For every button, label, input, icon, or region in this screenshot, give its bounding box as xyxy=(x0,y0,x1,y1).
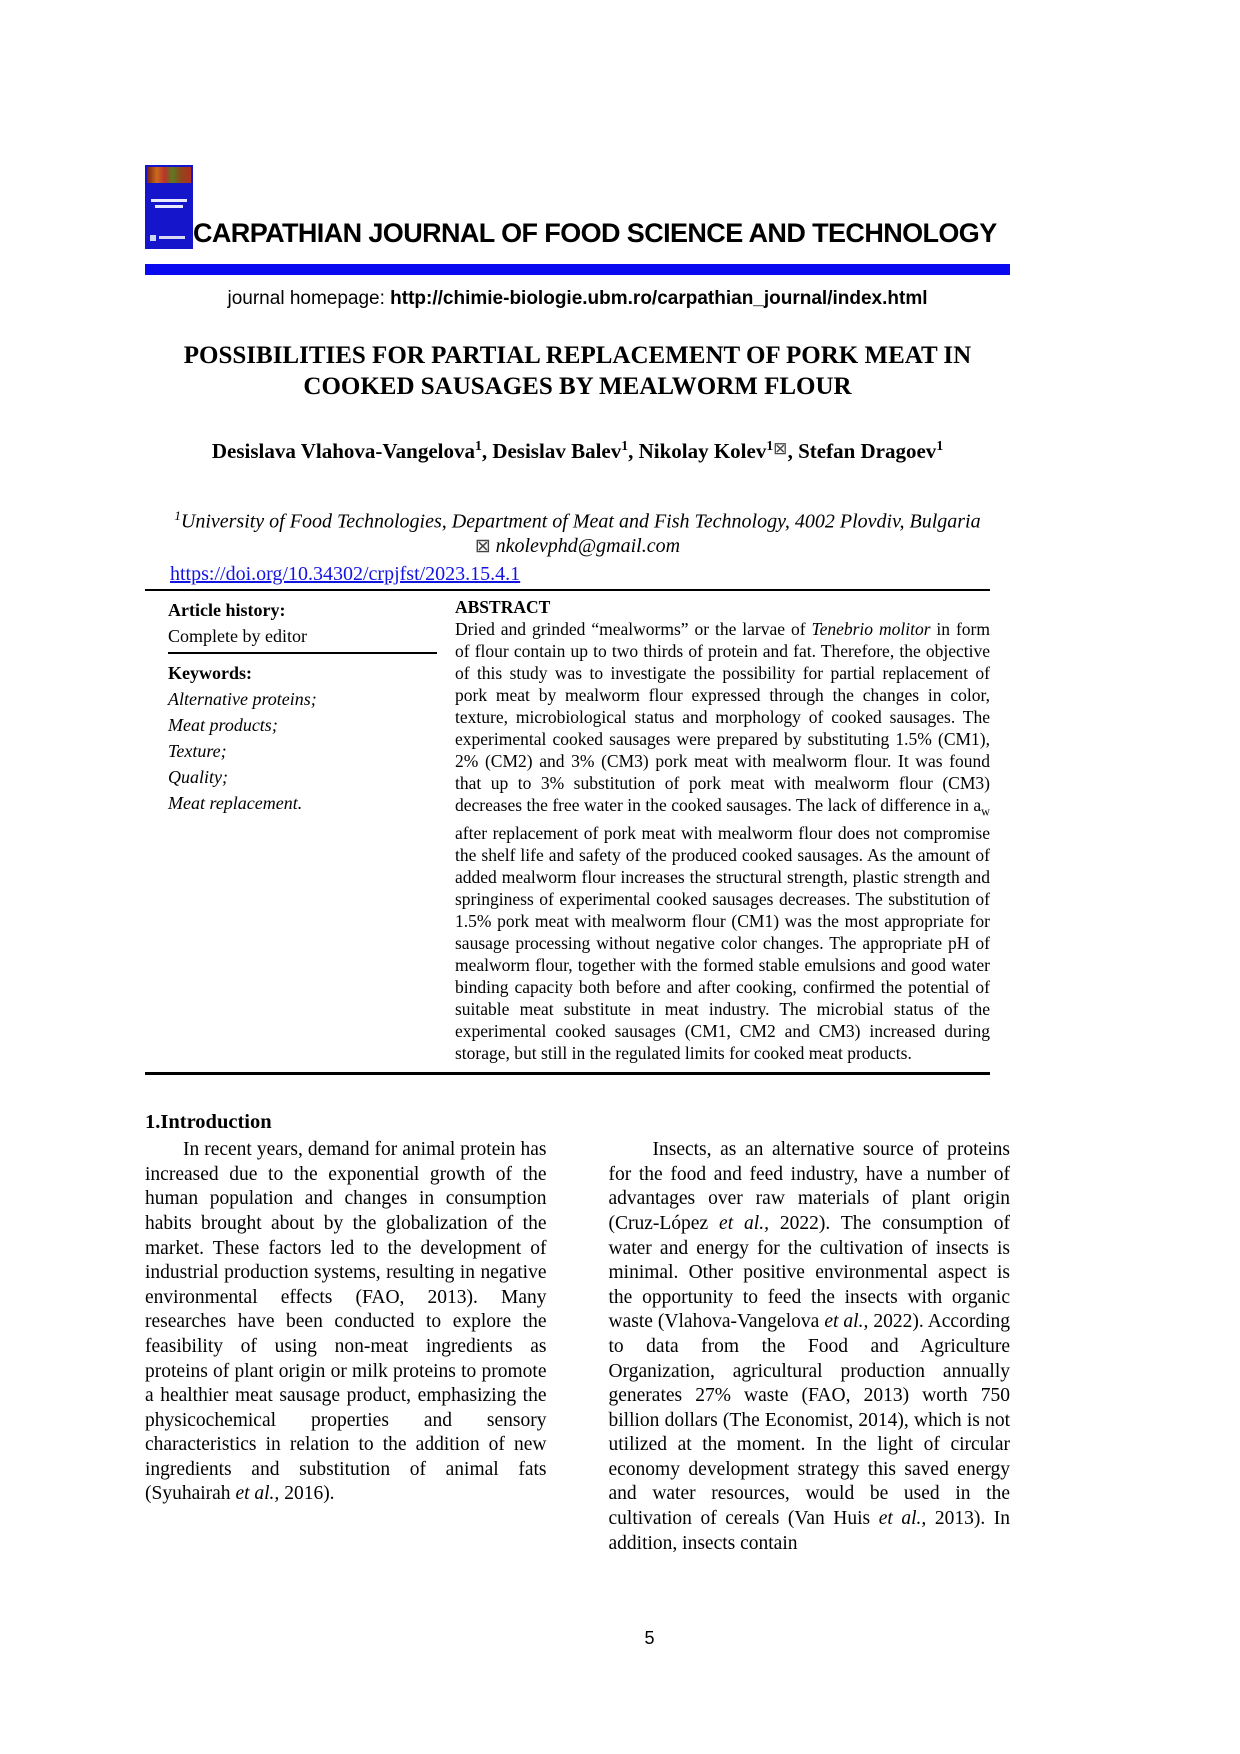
history-divider xyxy=(168,652,437,654)
keyword-item: Quality; xyxy=(168,766,228,787)
intro-column-left xyxy=(145,1138,547,1556)
keywords-list xyxy=(168,686,437,816)
email-line: ⊠ nkolevphd@gmail.com xyxy=(474,534,681,557)
keyword-item: Meat replacement. xyxy=(168,792,303,813)
logo-footer-line xyxy=(159,236,185,239)
paper-title-line-2: COOKED SAUSAGES BY MEALWORM FLOUR xyxy=(303,373,852,400)
intro-paragraph-right: Insects, as an alternative source of proteins for the food and feed industry, have a number of advantages over raw materials of plant origin (Cruz-López et al., 2022). The consumption of water and energy for the cultivation of insects is minimal. Other positive environmental aspect is the opportunity to feed the insects with organic waste (Vlahova-Vangelova et al., 2022). According to data from the Food and Agriculture Organization, agricultural production annually generates 27% waste (FAO, 2013) worth 750 billion dollars (The Economist, 2014), which is not utilized at the moment. In the light of circular economy development strategy this saved energy and water resources, would be used in the cultivation of cereals (Van Huis et al., 2013). In addition, insects contain xyxy=(608,1139,1011,1554)
doi-link[interactable]: https://doi.org/10.34302/crpjfst/2023.15.4.1 xyxy=(170,562,521,585)
keyword-item: Texture; xyxy=(168,740,227,761)
article-history-label: Article history: xyxy=(168,599,286,620)
journal-cover-logo xyxy=(145,165,193,249)
authors-line: Desislava Vlahova-Vangelova$^1$, Desislav Balev$^1$, Nikolay Kolev$^1$⊠, Stefan Dragoev$^1$ xyxy=(211,438,944,463)
introduction-heading: 1.Introduction xyxy=(145,1111,272,1134)
article-history-value: Complete by editor xyxy=(168,625,307,646)
article-info-column xyxy=(145,591,455,1073)
logo-title-line xyxy=(151,199,187,202)
logo-title-line xyxy=(155,205,183,208)
logo-photo-strip-image xyxy=(147,167,191,183)
front-matter-table xyxy=(145,589,990,1076)
keywords-label: Keywords: xyxy=(168,662,252,683)
journal-header xyxy=(145,165,1010,249)
homepage-label: journal homepage: xyxy=(227,288,391,309)
doi-line xyxy=(145,562,1010,587)
paper-title xyxy=(145,340,1010,402)
journal-title: CARPATHIAN JOURNAL OF FOOD SCIENCE AND TECHNOLOGY xyxy=(193,218,997,248)
page-number: 5 xyxy=(644,1628,655,1649)
keyword-item: Alternative proteins; xyxy=(168,688,317,709)
intro-column-right xyxy=(609,1138,1011,1556)
journal-homepage-line xyxy=(145,288,1010,310)
keyword-item: Meat products; xyxy=(168,714,278,735)
logo-publisher-mark xyxy=(150,235,156,241)
affiliation-line: $^1$University of Food Technologies, Department of Meat and Fish Technology, 4002 Plovdiv, Bulgaria xyxy=(174,508,981,533)
paper-title-line-1: POSSIBILITIES FOR PARTIAL REPLACEMENT OF PORK MEAT IN xyxy=(183,342,972,369)
homepage-url: http://chimie-biologie.ubm.ro/carpathian_journal/index.html xyxy=(390,288,928,309)
abstract-label: ABSTRACT xyxy=(455,596,551,617)
intro-paragraph-left: In recent years, demand for animal protein has increased due to the exponential growth of the human population and changes in consumption habits brought about by the globalization of the market. These factors led to the development of industrial production systems, resulting in negative environmental effects (FAO, 2013). Many researches have been conducted to explore the feasibility of using non-meat ingredients as proteins of plant origin or milk proteins to promote a healthier meat sausage product, emphasizing the physicochemical properties and sensory characteristics in relation to the addition of new ingredients and substitution of animal fats (Syuhairah et al., 2016). xyxy=(145,1139,547,1505)
abstract-text: Dried and grinded “mealworms” or the larvae of Tenebrio molitor in form of flour contain up to two thirds of protein and fat. Therefore, the objective of this study was to investigate the possibility for partial replacement of pork meat by mealworm flour expressed through the changes in color, texture, microbiological status and morphology of cooked sausages. The experimental cooked sausages were prepared by substituting 1.5% (CM1), 2% (CM2) and 3% (CM3) pork meat with mealworm flour. It was found that up to 3% substitution of pork meat with mealworm flour (CM3) decreases the free water in the cooked sausages. The lack of difference in $a_w$ after replacement of pork meat with mealworm flour does not compromise the shelf life and safety of the produced cooked sausages. As the amount of added mealworm flour increases the structural strength, plastic strength and springiness of experimental cooked sausages decreases. The substitution of 1.5% pork meat with mealworm flour (CM1) was the most appropriate for sausage processing without negative color changes. The appropriate pH of mealworm flour, together with the formed stable emulsions and good water binding capacity both before and after cooking, confirmed the potential of suitable meat substitute in meat industry. The microbial status of the experimental cooked sausages (CM1, CM2 and CM3) increased during storage, but still in the regulated limits for cooked meat products. xyxy=(455,618,990,1064)
abstract-column xyxy=(455,591,990,1073)
header-rule xyxy=(145,264,1010,275)
body-columns xyxy=(145,1138,1010,1556)
